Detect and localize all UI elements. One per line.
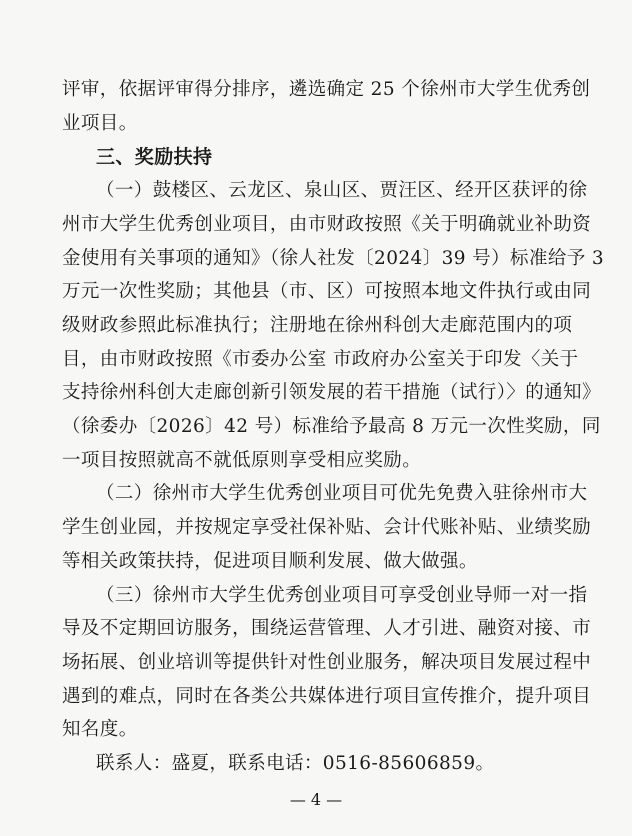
text-line: 场拓展、创业培训等提供针对性创业服务，解决项目发展过程中	[62, 652, 592, 673]
text-line: 知名度。	[62, 719, 138, 740]
text-line: 级财政参照此标准执行；注册地在徐州科创大走廊范围内的项	[62, 315, 573, 336]
text-line: （一）鼓楼区、云龙区、泉山区、贾汪区、经开区获评的徐	[96, 180, 588, 201]
text-line: （三）徐州市大学生优秀创业项目可享受创业导师一对一指	[96, 585, 588, 606]
section-heading: 三、奖励扶持	[96, 146, 213, 168]
page-number: — 4 —	[289, 790, 343, 809]
text-line: 导及不定期回访服务，围绕运营管理、人才引进、融资对接、市	[62, 618, 592, 639]
text-line: （徐委办〔2026〕42 号）标准给予最高 8 万元一次性奖励，同	[62, 416, 601, 437]
text-line: 金使用有关事项的通知》（徐人社发〔2024〕39 号）标准给予 3	[62, 248, 605, 269]
contact-line: 联系人：盛夏，联系电话：0516-85606859。	[96, 753, 495, 774]
text-line: 学生创业园，并按规定享受社保补贴、会计代账补贴、业绩奖励	[62, 517, 592, 538]
text-line: 目，由市财政按照《市委办公室 市政府办公室关于印发〈关于	[62, 349, 579, 370]
text-line: 支持徐州科创大走廊创新引领发展的若干措施（试行）〉的通知》	[62, 382, 601, 403]
text-line: （二）徐州市大学生优秀创业项目可优先免费入驻徐州市大	[96, 483, 588, 504]
text-line: 业项目。	[62, 113, 138, 134]
text-line: 评审，依据评审得分排序，遴选确定 25 个徐州市大学生优秀创	[62, 79, 591, 100]
text-line: 万元一次性奖励；其他县（市、区）可按照本地文件执行或由同	[62, 281, 592, 302]
text-line: 一项目按照就高不就低原则享受相应奖励。	[62, 450, 422, 471]
text-line: 等相关政策扶持，促进项目顺利发展、做大做强。	[62, 551, 478, 572]
text-line: 州市大学生优秀创业项目，由市财政按照《关于明确就业补助资	[62, 214, 592, 235]
text-line: 遇到的难点，同时在各类公共媒体进行项目宣传推介，提升项目	[62, 686, 592, 707]
